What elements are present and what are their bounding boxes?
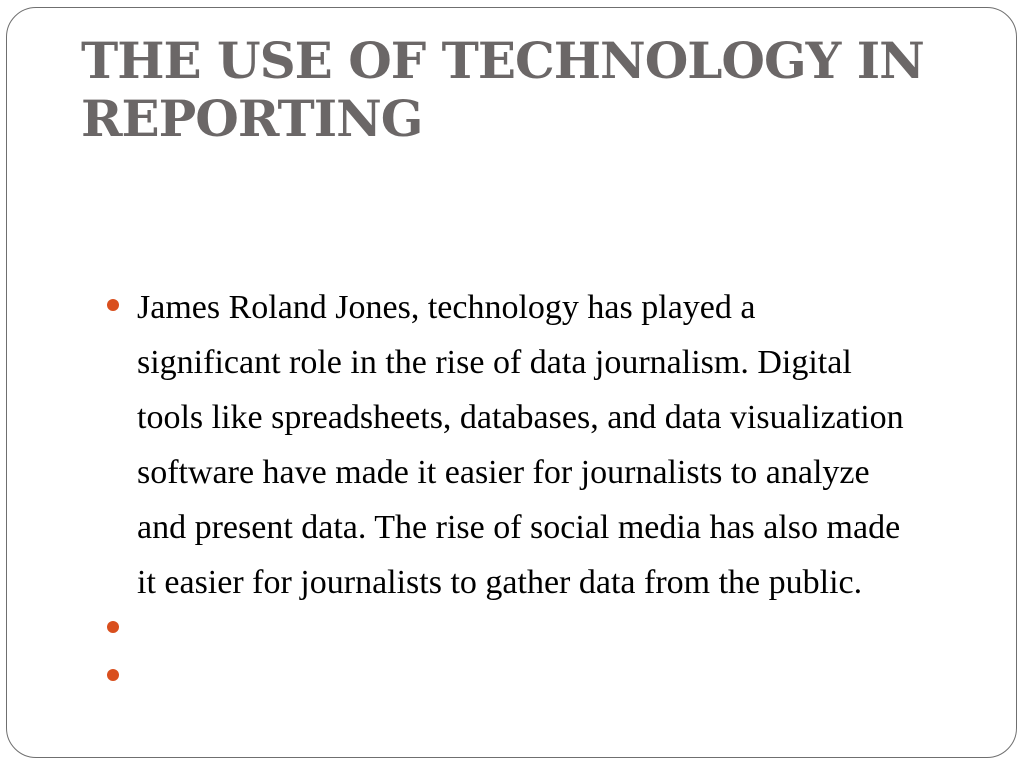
slide-title: THE USE OF TECHNOLOGY IN REPORTING [81,31,924,148]
bullet-list [107,280,907,706]
bullet-item-empty [107,610,907,658]
bullet-dot-icon [107,621,119,633]
bullet-dot-icon [107,299,119,311]
bullet-item [107,280,907,610]
bullet-text: James Roland Jones, technology has played a significant role in the rise of data journalism. Digital tools like spreadsheets, databases, and data visualization software have made it easier for journalists to analyze and present data. The rise of social media has also made it easier for journalists to gather data from the public. [137,289,904,601]
bullet-dot-icon [107,669,119,681]
slide-frame [6,7,1017,758]
bullet-item-empty [107,658,907,706]
